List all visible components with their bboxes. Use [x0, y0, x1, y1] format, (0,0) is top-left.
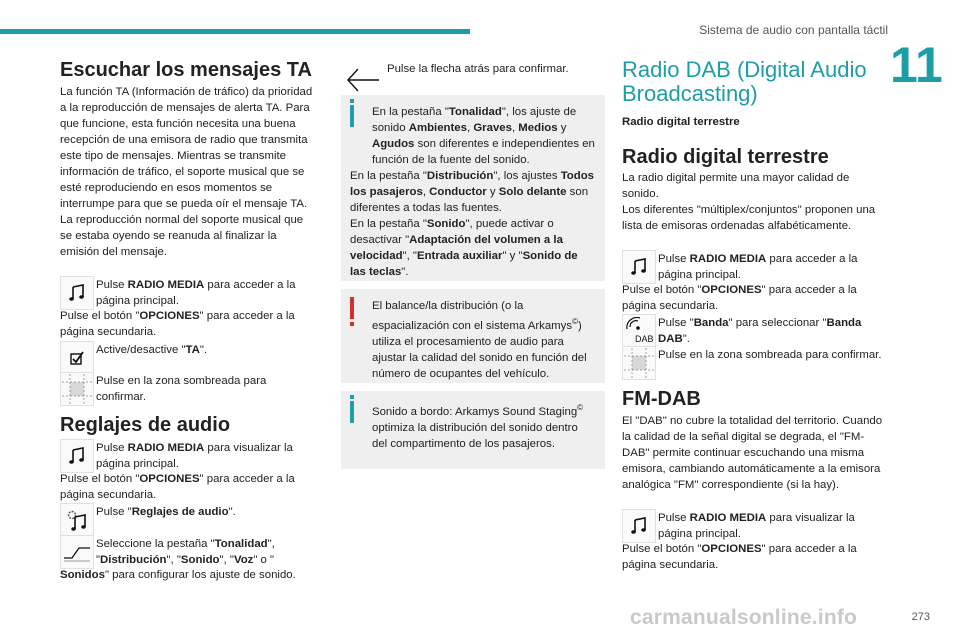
step-select-tab	[60, 535, 318, 569]
step-select-tab-cont: Sonidos" para configurar los ajuste de sonido.	[60, 569, 296, 581]
step-text: Pulse RADIO MEDIA para visualizar la página principal.	[96, 442, 293, 470]
step-text: Seleccione la pestaña "Tonalidad", "Distribución", "Sonido", "Voz" o "	[96, 538, 275, 566]
step-text: Pulse "Reglajes de audio".	[96, 506, 236, 518]
heading-audio-settings: Reglajes de audio	[60, 414, 231, 436]
note-text: En la pestaña "Sonido", puede activar o desactivar "Adaptación del volumen a la velocidad", "Entrada auxiliar" y "Sonido de las teclas".	[350, 218, 578, 278]
step-text: Pulse "Banda" para seleccionar "Banda DAB".	[658, 317, 862, 345]
paragraph-multiplex: Los diferentes "múltiplex/conjuntos" proponen una lista de emisoras ordenadas alfabéticamente.	[622, 204, 876, 232]
info-icon	[350, 401, 354, 423]
info-note-tonality	[341, 95, 605, 281]
running-head: Sistema de audio con pantalla táctil	[699, 23, 888, 37]
header-bar	[0, 29, 470, 34]
equalizer-curve-icon	[60, 535, 94, 569]
paragraph-ta: La función TA (Información de tráfico) da prioridad a la reproducción de mensajes de alerta TA. Para que funcione, esta función necesita una buena recepción de una emisora de radio que transmita este tipo de mensajes. Mientras se transmite información de tráfico, el soporte musical que se esté reproduciendo en esos momentos se interrumpe para que se pueda oír el mensaje TA. La reproducción normal del soporte musical que se estaba oyendo se reanuda al finalizar la emisión del mensaje.	[60, 86, 313, 258]
warning-note-balance	[341, 289, 605, 383]
step-options: Pulse el botón "OPCIONES" para acceder a la página secundaria.	[60, 310, 295, 338]
heading-dab: Radio DAB (Digital Audio Broadcasting)	[622, 57, 867, 106]
info-icon	[350, 105, 354, 127]
dab-icon-label: DAB	[635, 334, 654, 344]
shaded-zone-icon	[622, 346, 656, 380]
music-note-icon	[622, 250, 656, 284]
step-ta-toggle	[60, 341, 318, 375]
heading-digital-terrestrial: Radio digital terrestre	[622, 146, 829, 168]
note-text: Sonido a bordo: Arkamys Sound Staging© optimiza la distribución del sonido dentro del compartimento de los pasajeros.	[372, 403, 584, 450]
checkbox-icon	[60, 341, 94, 375]
watermark: carmanualsonline.info	[630, 606, 858, 629]
heading-fm-dab: FM-DAB	[622, 388, 701, 410]
warning-icon	[350, 297, 354, 319]
step-confirm-2	[622, 346, 888, 380]
note-text: El balance/la distribución (o la espacialización con el sistema Arkamys©) utiliza el procesamiento de audio para ajustar la calidad del sonido en función del número de ocupantes del vehículo.	[372, 300, 587, 380]
step-text: Pulse en la zona sombreada para confirmar.	[658, 349, 882, 361]
step-confirm	[60, 372, 318, 406]
note-text: En la pestaña "Distribución", los ajustes Todos los pasajeros, Conductor y Solo delante son diferentes a todas las fuentes.	[350, 170, 595, 214]
gear-music-icon	[60, 503, 94, 537]
subheading-dab: Radio digital terrestre	[622, 116, 740, 128]
music-note-icon	[622, 509, 656, 543]
music-note-icon	[60, 276, 94, 310]
step-options-4: Pulse el botón "OPCIONES" para acceder a la página secundaria.	[622, 543, 857, 571]
page-number: 273	[911, 611, 930, 623]
info-note-arkamys	[341, 391, 605, 469]
step-radio-media-4	[622, 509, 888, 543]
step-text: Pulse en la zona sombreada para confirmar.	[96, 375, 267, 403]
step-radio-media-2	[60, 439, 318, 473]
paragraph-fm-dab: El "DAB" no cubre la totalidad del territorio. Cuando la calidad de la señal digital se degrada, el "FM-DAB" permite continuar escuchando una misma emisora, cambiando automáticamente a la emisora analógica "FM" correspondiente (si la hay).	[622, 415, 883, 491]
chapter-number: 11	[890, 37, 943, 93]
paragraph-digital: La radio digital permite una mayor calidad de sonido.	[622, 172, 850, 200]
note-text: En la pestaña "Tonalidad", los ajuste de sonido Ambientes, Graves, Medios y Agudos son diferentes e independientes en función de la fuente del sonido.	[372, 106, 595, 166]
dab-antenna-icon	[622, 314, 656, 348]
step-text: Pulse RADIO MEDIA para acceder a la página principal.	[658, 253, 858, 281]
step-options-3: Pulse el botón "OPCIONES" para acceder a la página secundaria.	[622, 284, 857, 312]
step-radio-media-3	[622, 250, 888, 284]
step-text: Pulse la flecha atrás para confirmar.	[387, 63, 569, 75]
step-text: Active/desactive "TA".	[96, 344, 208, 356]
step-text: Pulse RADIO MEDIA para visualizar la página principal.	[658, 512, 855, 540]
step-band	[622, 314, 888, 348]
step-radio-media	[60, 276, 318, 310]
heading-ta: Escuchar los mensajes TA	[60, 59, 312, 81]
step-audio-settings	[60, 503, 318, 537]
shaded-zone-icon	[60, 372, 94, 406]
step-text: Pulse RADIO MEDIA para acceder a la página principal.	[96, 279, 296, 307]
step-options-2: Pulse el botón "OPCIONES" para acceder a la página secundaria.	[60, 473, 295, 501]
music-note-icon	[60, 439, 94, 473]
